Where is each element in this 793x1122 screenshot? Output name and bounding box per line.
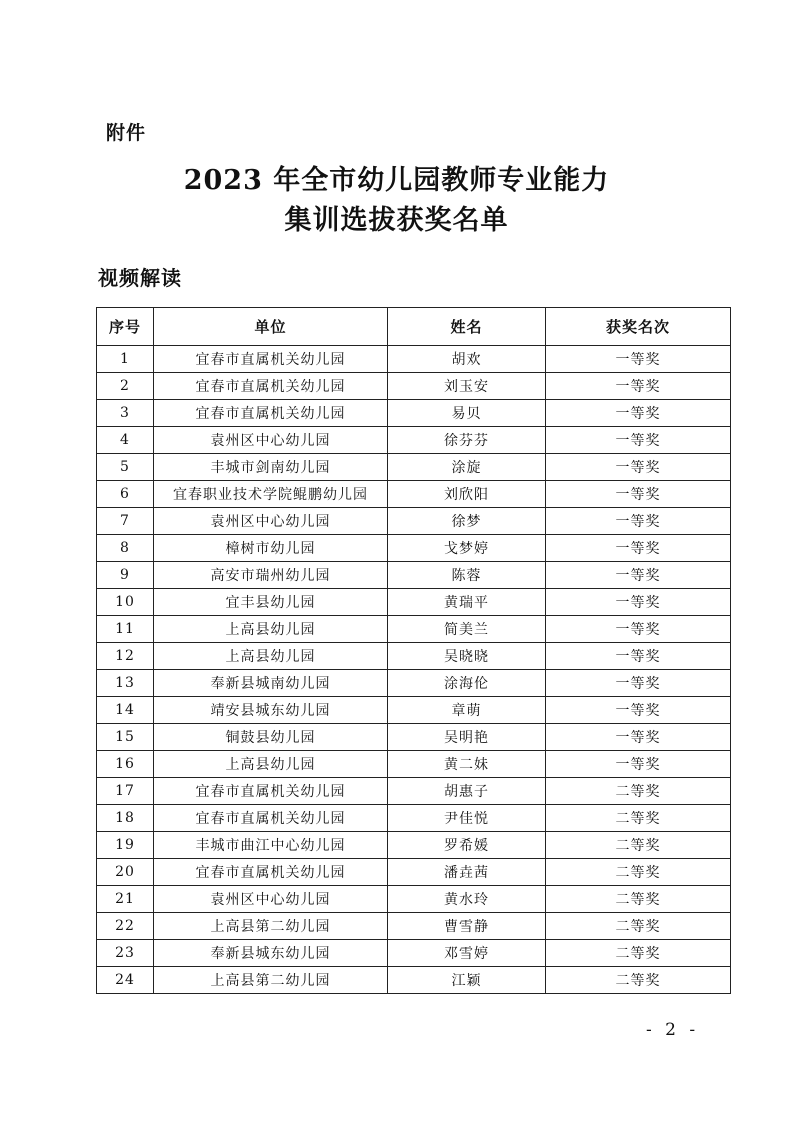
cell-index: 2 [97,373,154,400]
cell-award: 一等奖 [546,670,731,697]
cell-index: 8 [97,535,154,562]
cell-index: 23 [97,940,154,967]
table-row [97,697,731,724]
cell-award: 一等奖 [546,508,731,535]
cell-index: 12 [97,643,154,670]
table-row [97,967,731,994]
table-header-row [97,308,731,346]
cell-index: 6 [97,481,154,508]
cell-award: 二等奖 [546,913,731,940]
cell-name: 曹雪静 [388,913,546,940]
table-row [97,589,731,616]
cell-unit: 靖安县城东幼儿园 [154,697,388,724]
table-row [97,886,731,913]
cell-index: 4 [97,427,154,454]
cell-name: 徐梦 [388,508,546,535]
cell-name: 易贝 [388,400,546,427]
table-row [97,643,731,670]
cell-name: 吴明艳 [388,724,546,751]
cell-unit: 袁州区中心幼儿园 [154,508,388,535]
cell-index: 24 [97,967,154,994]
cell-index: 3 [97,400,154,427]
cell-unit: 袁州区中心幼儿园 [154,427,388,454]
table-row [97,724,731,751]
table-row [97,562,731,589]
cell-name: 陈蓉 [388,562,546,589]
cell-award: 二等奖 [546,832,731,859]
header-award: 获奖名次 [546,308,731,346]
cell-unit: 宜春市直属机关幼儿园 [154,859,388,886]
cell-unit: 宜春职业技术学院鲲鹏幼儿园 [154,481,388,508]
cell-index: 7 [97,508,154,535]
table-row [97,751,731,778]
table-row [97,481,731,508]
cell-index: 13 [97,670,154,697]
table-row [97,940,731,967]
table-row [97,346,731,373]
cell-name: 黄二妹 [388,751,546,778]
cell-unit: 上高县幼儿园 [154,616,388,643]
table-row [97,805,731,832]
header-unit: 单位 [154,308,388,346]
cell-unit: 奉新县城东幼儿园 [154,940,388,967]
cell-unit: 宜春市直属机关幼儿园 [154,400,388,427]
cell-award: 二等奖 [546,886,731,913]
cell-index: 21 [97,886,154,913]
cell-name: 涂旋 [388,454,546,481]
attachment-label: 附件 [106,122,147,144]
table-row [97,616,731,643]
cell-name: 黄瑞平 [388,589,546,616]
cell-index: 19 [97,832,154,859]
page-number: - 2 - [646,1020,700,1040]
cell-name: 胡惠子 [388,778,546,805]
cell-index: 20 [97,859,154,886]
cell-award: 一等奖 [546,400,731,427]
cell-name: 吴晓晓 [388,643,546,670]
cell-award: 一等奖 [546,724,731,751]
cell-index: 16 [97,751,154,778]
cell-name: 胡欢 [388,346,546,373]
cell-index: 1 [97,346,154,373]
cell-award: 一等奖 [546,427,731,454]
cell-award: 一等奖 [546,643,731,670]
cell-unit: 丰城市曲江中心幼儿园 [154,832,388,859]
cell-index: 10 [97,589,154,616]
header-index: 序号 [97,308,154,346]
cell-name: 戈梦婷 [388,535,546,562]
cell-award: 一等奖 [546,616,731,643]
cell-index: 5 [97,454,154,481]
cell-unit: 铜鼓县幼儿园 [154,724,388,751]
cell-award: 二等奖 [546,805,731,832]
cell-name: 涂海伦 [388,670,546,697]
cell-unit: 樟树市幼儿园 [154,535,388,562]
cell-index: 11 [97,616,154,643]
table-row [97,508,731,535]
cell-name: 简美兰 [388,616,546,643]
cell-award: 一等奖 [546,562,731,589]
cell-name: 江颖 [388,967,546,994]
cell-unit: 上高县幼儿园 [154,751,388,778]
cell-unit: 上高县幼儿园 [154,643,388,670]
cell-unit: 宜春市直属机关幼儿园 [154,346,388,373]
table-row [97,535,731,562]
table-row [97,373,731,400]
cell-unit: 袁州区中心幼儿园 [154,886,388,913]
cell-index: 18 [97,805,154,832]
cell-unit: 宜丰县幼儿园 [154,589,388,616]
cell-award: 一等奖 [546,454,731,481]
cell-name: 潘垚茜 [388,859,546,886]
cell-award: 一等奖 [546,481,731,508]
cell-unit: 宜春市直属机关幼儿园 [154,373,388,400]
cell-index: 17 [97,778,154,805]
cell-name: 章萌 [388,697,546,724]
section-title: 视频解读 [98,266,182,290]
cell-unit: 奉新县城南幼儿园 [154,670,388,697]
cell-unit: 上高县第二幼儿园 [154,967,388,994]
cell-index: 15 [97,724,154,751]
cell-award: 二等奖 [546,967,731,994]
table-row [97,427,731,454]
cell-unit: 宜春市直属机关幼儿园 [154,778,388,805]
cell-award: 二等奖 [546,859,731,886]
table-row [97,400,731,427]
cell-award: 一等奖 [546,535,731,562]
cell-name: 刘欣阳 [388,481,546,508]
cell-award: 一等奖 [546,697,731,724]
awards-table [96,307,731,994]
table-row [97,778,731,805]
cell-award: 一等奖 [546,751,731,778]
cell-unit: 上高县第二幼儿园 [154,913,388,940]
table-row [97,859,731,886]
cell-name: 罗希媛 [388,832,546,859]
cell-index: 14 [97,697,154,724]
cell-award: 一等奖 [546,346,731,373]
cell-unit: 丰城市剑南幼儿园 [154,454,388,481]
cell-award: 二等奖 [546,940,731,967]
table-row [97,832,731,859]
cell-name: 刘玉安 [388,373,546,400]
document-title-line-2: 集训选拔获奖名单 [284,205,509,236]
cell-index: 22 [97,913,154,940]
table-row [97,913,731,940]
cell-name: 黄水玲 [388,886,546,913]
cell-name: 邓雪婷 [388,940,546,967]
cell-unit: 宜春市直属机关幼儿园 [154,805,388,832]
cell-award: 一等奖 [546,589,731,616]
header-name: 姓名 [388,308,546,346]
document-title-line-1: 2023 年全市幼儿园教师专业能力 [183,165,610,196]
cell-award: 一等奖 [546,373,731,400]
cell-unit: 高安市瑞州幼儿园 [154,562,388,589]
cell-index: 9 [97,562,154,589]
cell-award: 二等奖 [546,778,731,805]
cell-name: 尹佳悦 [388,805,546,832]
cell-name: 徐芬芬 [388,427,546,454]
table-row [97,454,731,481]
table-row [97,670,731,697]
